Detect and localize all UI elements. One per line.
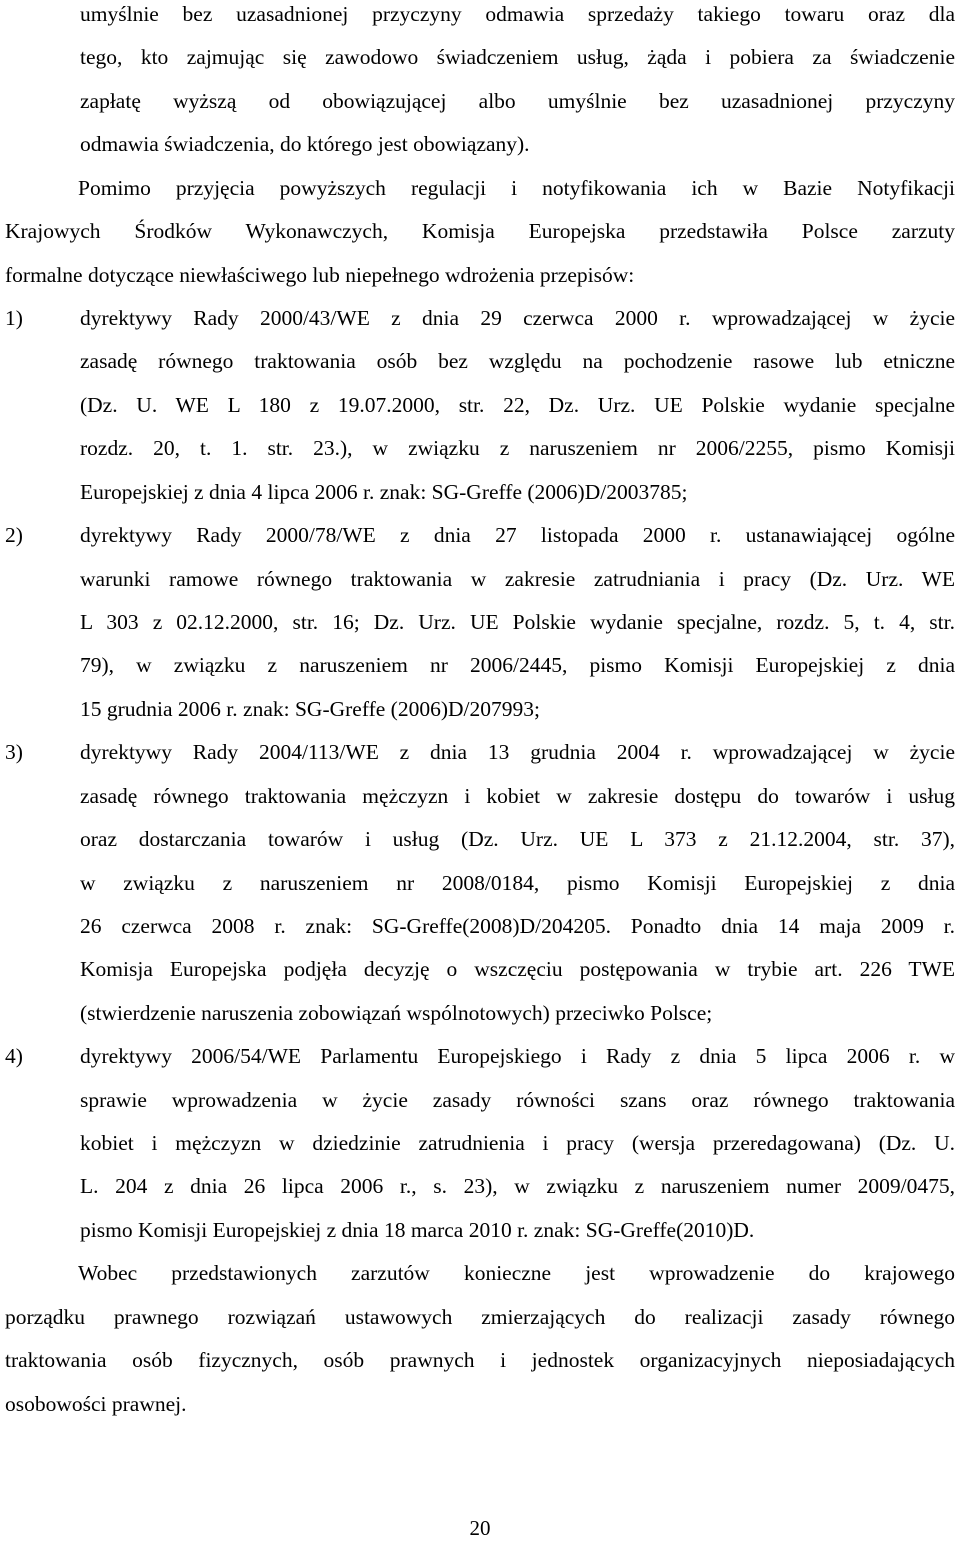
text-line: dyrektywy 2006/54/WE Parlamentu Europejskiego i Rady z dnia 5 lipca 2006 r. w <box>80 1044 955 1068</box>
text-line: dyrektywy Rady 2000/78/WE z dnia 27 listopada 2000 r. ustanawiającej ogólne <box>80 523 955 547</box>
list-marker: 4) <box>5 1044 23 1068</box>
text-line: Europejskiej z dnia 4 lipca 2006 r. znak: SG-Greffe (2006)D/2003785; <box>80 480 688 504</box>
text-line: rozdz. 20, t. 1. str. 23.), w związku z naruszeniem nr 2006/2255, pismo Komisji <box>80 436 955 460</box>
text-line: zasadę równego traktowania mężczyzn i kobiet w zakresie dostępu do towarów i usług <box>80 784 955 808</box>
text-line: oraz dostarczania towarów i usług (Dz. Urz. UE L 373 z 21.12.2004, str. 37), <box>80 827 955 851</box>
text-line: Wobec przedstawionych zarzutów konieczne jest wprowadzenie do krajowego <box>78 1261 955 1285</box>
text-line: umyślnie bez uzasadnionej przyczyny odmawia sprzedaży takiego towaru oraz dla <box>80 2 955 26</box>
text-line: osobowości prawnej. <box>5 1392 187 1416</box>
text-line: pismo Komisji Europejskiej z dnia 18 marca 2010 r. znak: SG-Greffe(2010)D. <box>80 1218 755 1242</box>
text-line: odmawia świadczenia, do którego jest obowiązany). <box>80 132 530 156</box>
text-line: w związku z naruszeniem nr 2008/0184, pismo Komisji Europejskiej z dnia <box>80 871 955 895</box>
text-line: sprawie wprowadzenia w życie zasady równości szans oraz równego traktowania <box>80 1088 955 1112</box>
text-line: 15 grudnia 2006 r. znak: SG-Greffe (2006)D/207993; <box>80 697 540 721</box>
list-marker: 2) <box>5 523 23 547</box>
page-number: 20 <box>469 1516 491 1540</box>
text-line: zasadę równego traktowania osób bez względu na pochodzenie rasowe lub etniczne <box>80 349 955 373</box>
text-line: L 303 z 02.12.2000, str. 16; Dz. Urz. UE Polskie wydanie specjalne, rozdz. 5, t. 4, str. <box>80 610 955 634</box>
text-line: Komisja Europejska podjęła decyzję o wszczęciu postępowania w trybie art. 226 TWE <box>80 957 955 981</box>
text-line: (Dz. U. WE L 180 z 19.07.2000, str. 22, Dz. Urz. UE Polskie wydanie specjalne <box>80 393 955 417</box>
text-line: Krajowych Środków Wykonawczych, Komisja Europejska przedstawiła Polsce zarzuty <box>5 219 955 243</box>
text-line: zapłatę wyższą od obowiązującej albo umyślnie bez uzasadnionej przyczyny <box>80 89 955 113</box>
text-line: L. 204 z dnia 26 lipca 2006 r., s. 23), w związku z naruszeniem numer 2009/0475, <box>80 1174 955 1198</box>
list-marker: 1) <box>5 306 23 330</box>
text-line: warunki ramowe równego traktowania w zakresie zatrudniania i pracy (Dz. Urz. WE <box>80 567 955 591</box>
text-line: traktowania osób fizycznych, osób prawnych i jednostek organizacyjnych nieposiadających <box>5 1348 955 1372</box>
text-line: Pomimo przyjęcia powyższych regulacji i notyfikowania ich w Bazie Notyfikacji <box>78 176 955 200</box>
text-line: dyrektywy Rady 2000/43/WE z dnia 29 czerwca 2000 r. wprowadzającej w życie <box>80 306 955 330</box>
text-line: kobiet i mężczyzn w dziedzinie zatrudnienia i pracy (wersja przeredagowana) (Dz. U. <box>80 1131 955 1155</box>
text-line: (stwierdzenie naruszenia zobowiązań wspólnotowych) przeciwko Polsce; <box>80 1001 713 1025</box>
text-line: dyrektywy Rady 2004/113/WE z dnia 13 grudnia 2004 r. wprowadzającej w życie <box>80 740 955 764</box>
text-line: porządku prawnego rozwiązań ustawowych zmierzających do realizacji zasady równego <box>5 1305 955 1329</box>
text-line: 26 czerwca 2008 r. znak: SG-Greffe(2008)D/204205. Ponadto dnia 14 maja 2009 r. <box>80 914 955 938</box>
text-line: formalne dotyczące niewłaściwego lub niepełnego wdrożenia przepisów: <box>5 263 635 287</box>
text-line: tego, kto zajmując się zawodowo świadczeniem usług, żąda i pobiera za świadczenie <box>80 45 955 69</box>
list-marker: 3) <box>5 740 23 764</box>
text-line: 79), w związku z naruszeniem nr 2006/2445, pismo Komisji Europejskiej z dnia <box>80 653 955 677</box>
